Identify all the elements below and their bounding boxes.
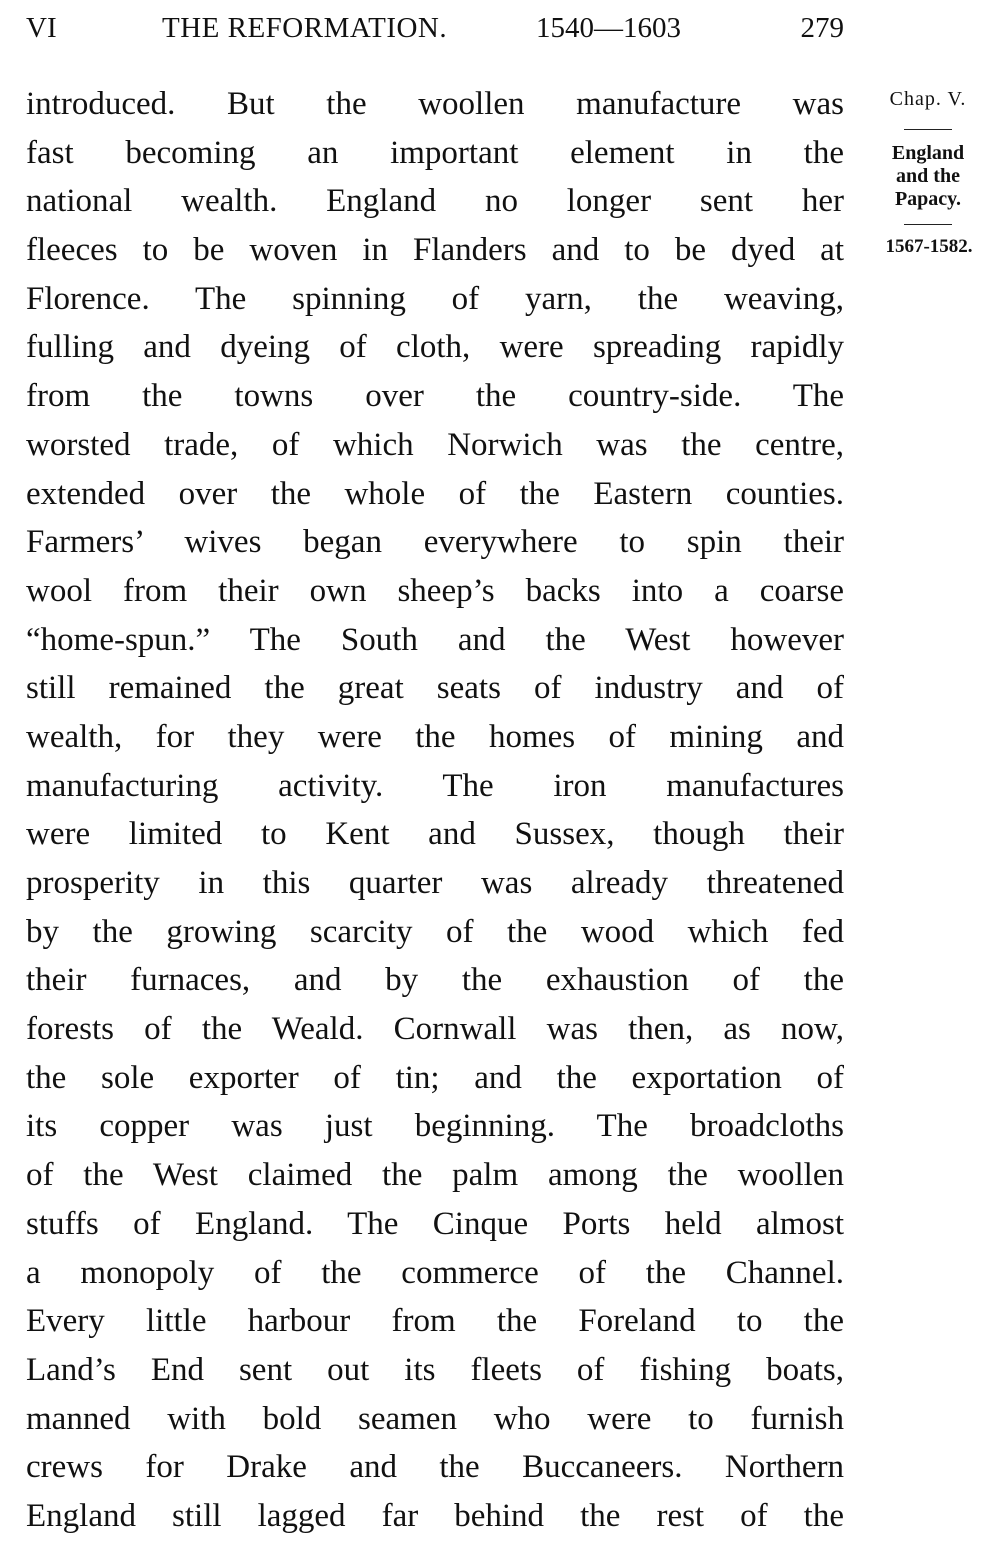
margin-rule [904, 129, 952, 130]
text-line: forests of the Weald. Cornwall was then, as now, [26, 1011, 844, 1048]
text-line: fleeces to be woven in Flanders and to be dyed at [26, 232, 844, 269]
text-line: England still lagged far behind the rest of the [26, 1497, 844, 1534]
margin-note-topic [866, 142, 990, 211]
margin-note-chapter: Chap. V. [889, 88, 967, 110]
text-line: their furnaces, and by the exhaustion of the [26, 962, 844, 999]
text-line: wool from their own sheep’s backs into a coarse [26, 572, 844, 609]
text-line: prosperity in this quarter was already threatened [26, 865, 844, 901]
text-line: from the towns over the country-side. The [26, 378, 844, 415]
text-line: were limited to Kent and Sussex, though their [26, 816, 844, 853]
page-number: 279 [800, 12, 844, 44]
text-line: wealth, for they were the homes of mining and [26, 718, 844, 755]
running-head-chapter: VI [26, 12, 57, 44]
text-line: “home-spun.” The South and the West however [26, 621, 844, 658]
running-head [26, 8, 844, 48]
text-line: its copper was just beginning. The broadcloths [26, 1108, 844, 1145]
text-line: stuffs of England. The Cinque Ports held almost [26, 1205, 844, 1242]
text-line: Florence. The spinning of yarn, the weaving, [26, 280, 844, 317]
running-head-years: 1540—1603 [536, 12, 681, 44]
text-line: manned with bold seamen who were to furnish [26, 1400, 844, 1437]
text-line: national wealth. England no longer sent her [26, 183, 844, 220]
text-line: by the growing scarcity of the wood which fed [26, 913, 844, 950]
text-line: worsted trade, of which Norwich was the centre, [26, 426, 844, 463]
text-line: crews for Drake and the Buccaneers. Northern [26, 1449, 844, 1486]
text-line: Land’s End sent out its fleets of fishing boats, [26, 1351, 844, 1388]
text-line: fulling and dyeing of cloth, were spreading rapidly [26, 329, 844, 366]
margin-rule [904, 224, 952, 225]
text-line: a monopoly of the commerce of the Channel. [26, 1254, 844, 1291]
margin-note-topic-line: and the [896, 165, 960, 187]
text-line: still remained the great seats of industry and of [26, 670, 844, 707]
text-line: manufacturing activity. The iron manufactures [26, 767, 844, 804]
text-line: extended over the whole of the Eastern counties. [26, 475, 844, 512]
margin-note-dates: 1567-1582. [885, 236, 973, 257]
text-line: fast becoming an important element in the [26, 134, 844, 171]
margin-note-topic-line: Papacy. [894, 188, 962, 210]
text-line: Farmers’ wives began everywhere to spin their [26, 524, 844, 561]
running-head-title: THE REFORMATION. [162, 12, 448, 44]
text-line: the sole exporter of tin; and the exportation of [26, 1059, 844, 1096]
margin-note-topic-line: England [891, 142, 965, 164]
text-line: introduced. But the woollen manufacture was [26, 86, 844, 122]
body-text [26, 80, 844, 1541]
text-line: of the West claimed the palm among the woollen [26, 1157, 844, 1194]
text-line: Every little harbour from the Foreland to the [26, 1303, 844, 1340]
